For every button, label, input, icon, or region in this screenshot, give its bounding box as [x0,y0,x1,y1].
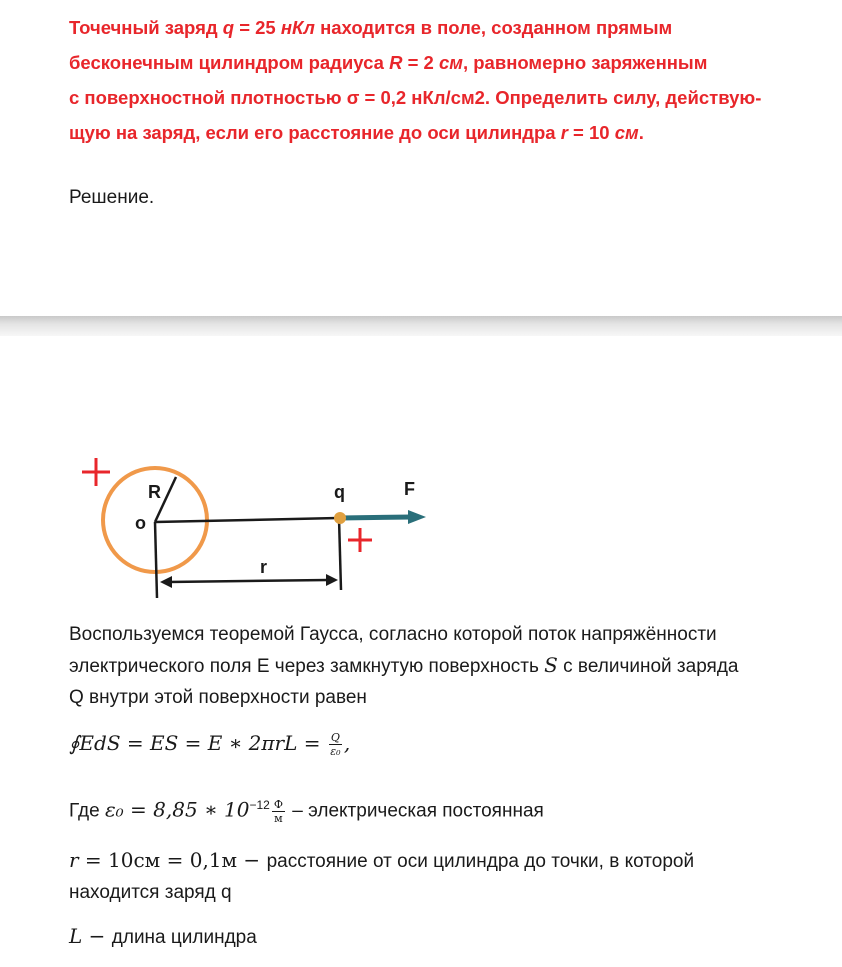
problem-line-4: щую на заряд, если его расстояние до оси цилиндра r = 10 см. [69,122,644,143]
problem-line-2: бесконечным цилиндром радиуса R = 2 см, равномерно заряженным [69,52,708,73]
label-r: r [260,557,268,577]
gauss-paragraph [69,619,839,713]
formula-L: L − длина цилиндра [69,924,257,948]
cylinder-diagram [60,450,440,610]
label-q: q [334,482,345,502]
r-dimension-arrow [160,574,338,588]
force-arrow [340,510,426,524]
page-divider [0,316,842,336]
left-vertical-line [155,522,157,598]
formula-gauss: ∮EdS = ES = E ∗ 2πrL = $\frac{Q}{\text{ε₀}}$ , [69,731,351,759]
formula-r [69,845,839,908]
label-R: R [148,482,161,502]
plus-left-icon [82,458,110,486]
label-o: o [135,513,146,533]
gauss-line-2: электрического поля E через замкнутую поверхность S с величиной заряда [69,653,739,677]
formula-r-line-1: r = 10см = 0,1м − расстояние от оси цилиндра до точки, в которой [69,848,695,872]
fraction-q-eps: $\frac{Q}{\text{ε₀}}$ [330,731,341,759]
distance-line [155,518,338,522]
problem-line-3: с поверхностной плотностью σ = 0,2 нКл/см2. Определить силу, действую- [69,87,762,108]
label-F: F [404,479,415,499]
plus-charge-icon [348,528,372,552]
problem-statement [69,10,831,150]
solution-label: Решение. [69,187,155,208]
formula-r-line-2: находится заряд q [69,882,232,903]
formula-epsilon: Где ε₀ = 8,85 ∗ $10^{-12}$ $\frac{Ф}{м}$ – электрическая постоянная [69,797,544,825]
point-charge [334,512,346,524]
gauss-line-1: Воспользуемся теоремой Гаусса, согласно которой поток напряжённости [69,624,717,645]
fraction-f-m: $\frac{Ф}{м}$ [273,797,283,825]
problem-line-1: Точечный заряд q = 25 нКл находится в поле, созданном прямым [69,17,673,38]
gauss-line-3: Q внутри этой поверхности равен [69,687,367,708]
right-vertical-line [339,518,341,590]
